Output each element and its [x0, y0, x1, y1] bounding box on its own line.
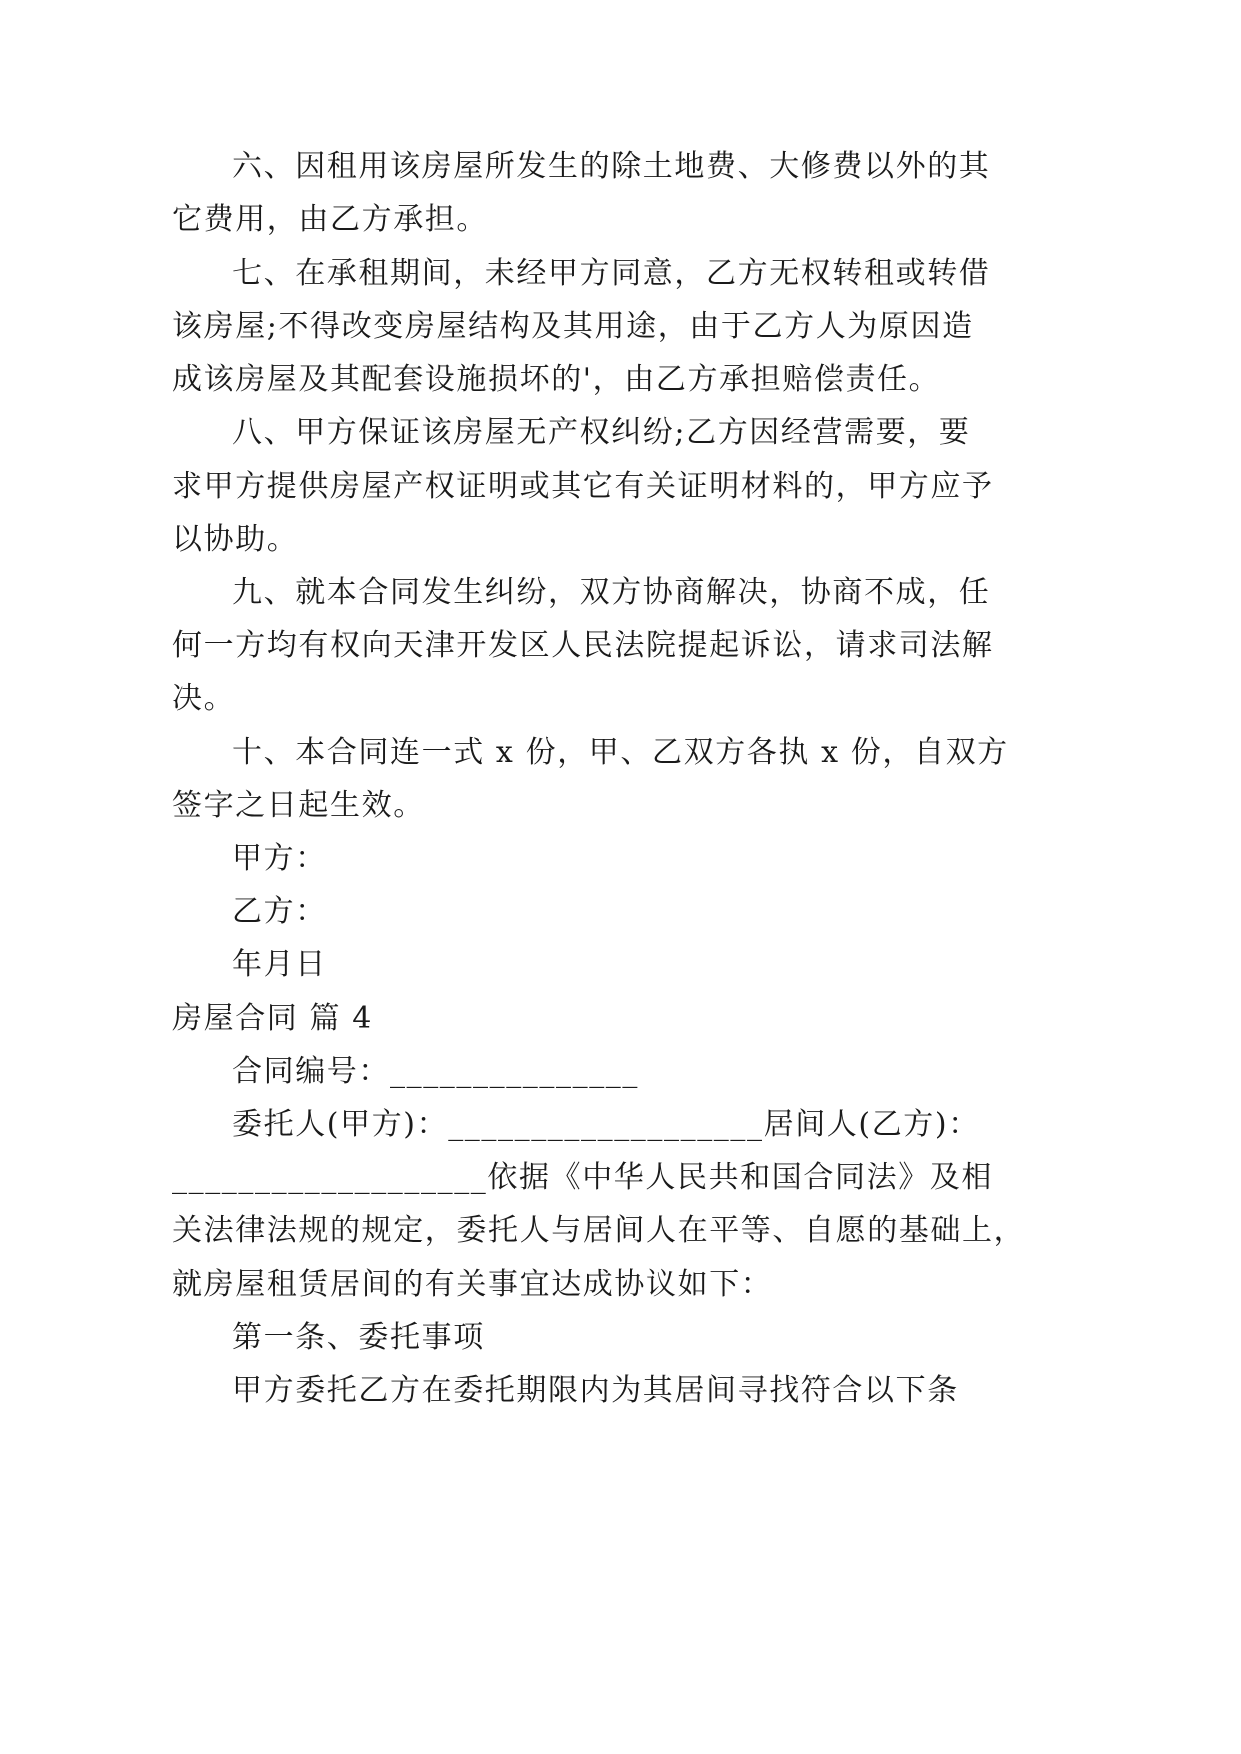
paragraph-line: 它费用，由乙方承担。: [172, 202, 488, 237]
paragraph-line: 签字之日起生效。: [172, 788, 425, 823]
party-a-label: 甲方：: [232, 841, 327, 876]
paragraph-line: 以协助。: [172, 522, 299, 557]
paragraph-line: 求甲方提供房屋产权证明或其它有关证明材料的，甲方应予: [172, 469, 994, 504]
paragraph-line: 就房屋租赁居间的有关事宜达成协议如下：: [172, 1267, 773, 1302]
paragraph-line: 关法律法规的规定，委托人与居间人在平等、自愿的基础上，: [172, 1213, 1026, 1248]
paragraph-line: 九、就本合同发生纠纷，双方协商解决，协商不成，任: [232, 575, 991, 610]
section-heading: 房屋合同 篇 4: [172, 1001, 373, 1036]
paragraph-line: 成该房屋及其配套设施损坏的'，由乙方承担赔偿责任。: [172, 362, 941, 397]
paragraph-line: 何一方均有权向天津开发区人民法院提起诉讼，请求司法解: [172, 628, 994, 663]
paragraph-line: 六、因租用该房屋所发生的除土地费、大修费以外的其: [232, 149, 991, 184]
paragraph-line: 委托人(甲方)：___________________居间人(乙方)：: [232, 1107, 980, 1142]
paragraph-line: 该房屋;不得改变房屋结构及其用途，由于乙方人为原因造: [172, 309, 974, 344]
party-b-label: 乙方：: [232, 894, 327, 929]
article-heading: 第一条、委托事项: [232, 1320, 485, 1355]
paragraph-line: 甲方委托乙方在委托期限内为其居间寻找符合以下条: [232, 1373, 959, 1408]
paragraph-line: 十、本合同连一式 x 份，甲、乙双方各执 x 份，自双方: [232, 735, 1009, 770]
paragraph-line: 八、甲方保证该房屋无产权纠纷;乙方因经营需要，要: [232, 415, 971, 450]
paragraph-line: ___________________依据《中华人民共和国合同法》及相: [172, 1160, 993, 1195]
paragraph-line: 七、在承租期间，未经甲方同意，乙方无权转租或转借: [232, 256, 991, 291]
paragraph-line: 决。: [172, 681, 236, 716]
date-label: 年月日: [232, 947, 327, 982]
contract-number-field: 合同编号：_______________: [232, 1054, 639, 1089]
